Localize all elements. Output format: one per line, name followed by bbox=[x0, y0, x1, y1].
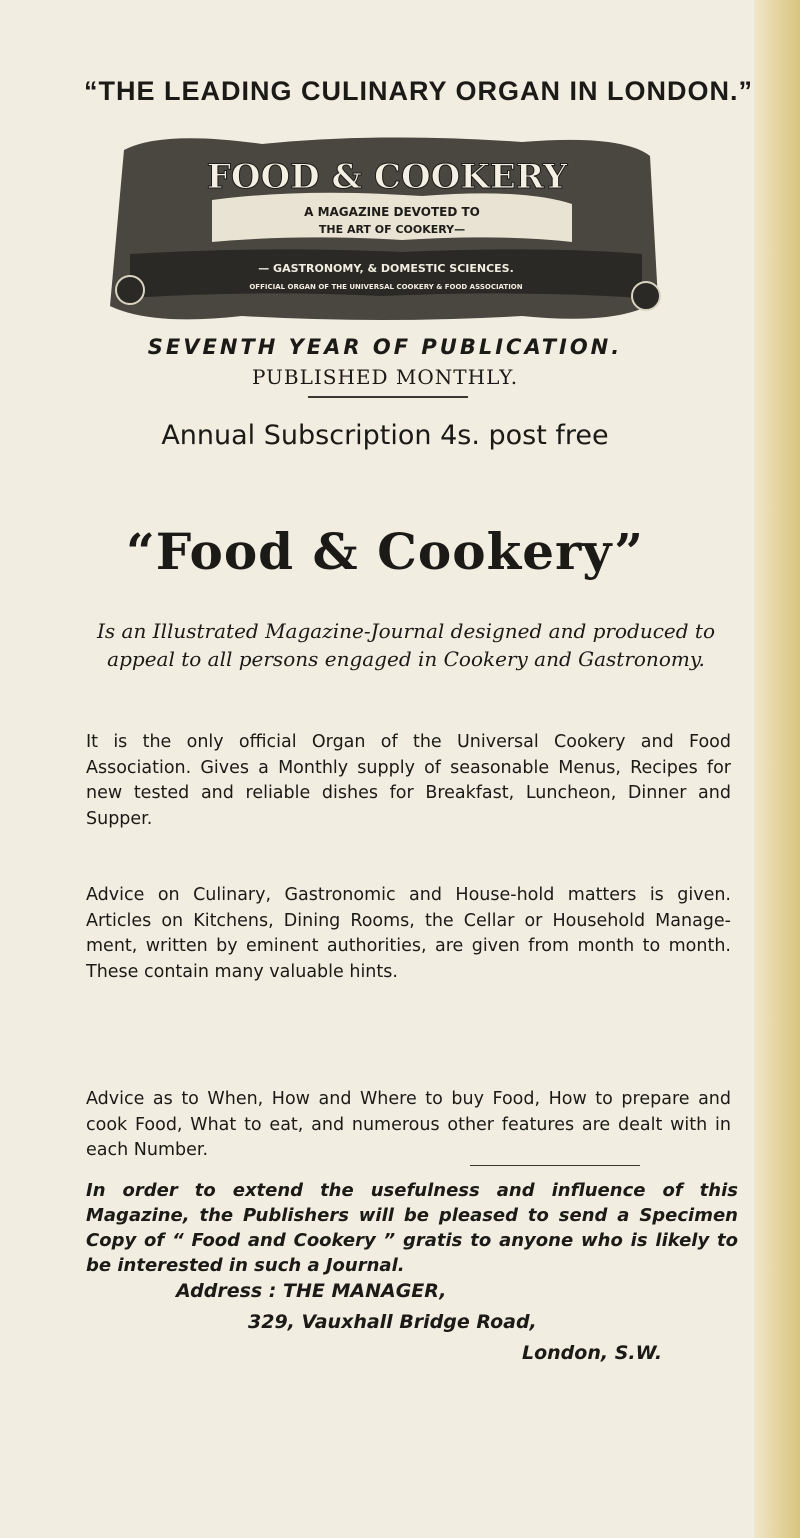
paragraph-food: Advice as to When, How and Where to buy Food, How to prepare and cook Food, What to eat, and numerous other features are dealt with in each Number. bbox=[86, 1089, 731, 1160]
masthead-banner bbox=[102, 130, 662, 328]
banner-line3: — GASTRONOMY, & DOMESTIC SCIENCES. bbox=[258, 262, 514, 275]
magazine-title: “Food & Cookery” bbox=[125, 522, 645, 581]
address-manager: Address : THE MANAGER, bbox=[176, 1280, 447, 1302]
paragraph-organ: It is the only official Organ of the Universal Cookery and Food Association. Gives a Monthly supply of seasonable Menus, Recipes for new tested and reliable dishes for Breakfast, Luncheon, Dinner and Supper. bbox=[86, 732, 731, 829]
divider bbox=[308, 396, 468, 398]
banner-line1: A MAGAZINE DEVOTED TO bbox=[304, 205, 480, 219]
headline: “THE LEADING CULINARY ORGAN IN LONDON.” bbox=[84, 76, 754, 106]
paragraph-advice: Advice on Culinary, Gastronomic and House-hold matters is given. Articles on Kitchens, Dining Rooms, the Cellar or Household Manage-ment, written by eminent authorities, are given from month to month. These contain many valuable hints. bbox=[86, 885, 731, 982]
banner-line2: THE ART OF COOKERY— bbox=[318, 223, 466, 236]
banner-line4: OFFICIAL ORGAN OF THE UNIVERSAL COOKERY & FOOD ASSOCIATION bbox=[249, 283, 523, 291]
address-street: 329, Vauxhall Bridge Road, bbox=[248, 1311, 537, 1333]
divider bbox=[470, 1165, 640, 1166]
banner-ornament-left bbox=[116, 276, 144, 304]
page-edge bbox=[754, 0, 800, 1538]
specimen-notice: In order to extend the usefulness and influence of this Magazine, the Publishers will be pleased to send a Specimen Copy of “ Food and Cookery ” gratis to anyone who is likely to be interested in such a Journal. bbox=[86, 1180, 738, 1276]
intro-statement: Is an Illustrated Magazine-Journal designed and produced to appeal to all persons engaged in Cookery and Gastronomy. bbox=[97, 619, 715, 671]
publication-frequency: PUBLISHED MONTHLY. bbox=[251, 365, 519, 389]
address-city: London, S.W. bbox=[522, 1342, 663, 1364]
subscription-price: Annual Subscription 4s. post free bbox=[161, 420, 609, 451]
banner-logo: FOOD & COOKERY bbox=[206, 157, 568, 197]
publication-year: SEVENTH YEAR OF PUBLICATION. bbox=[147, 335, 623, 359]
banner-ornament-right bbox=[632, 282, 660, 310]
